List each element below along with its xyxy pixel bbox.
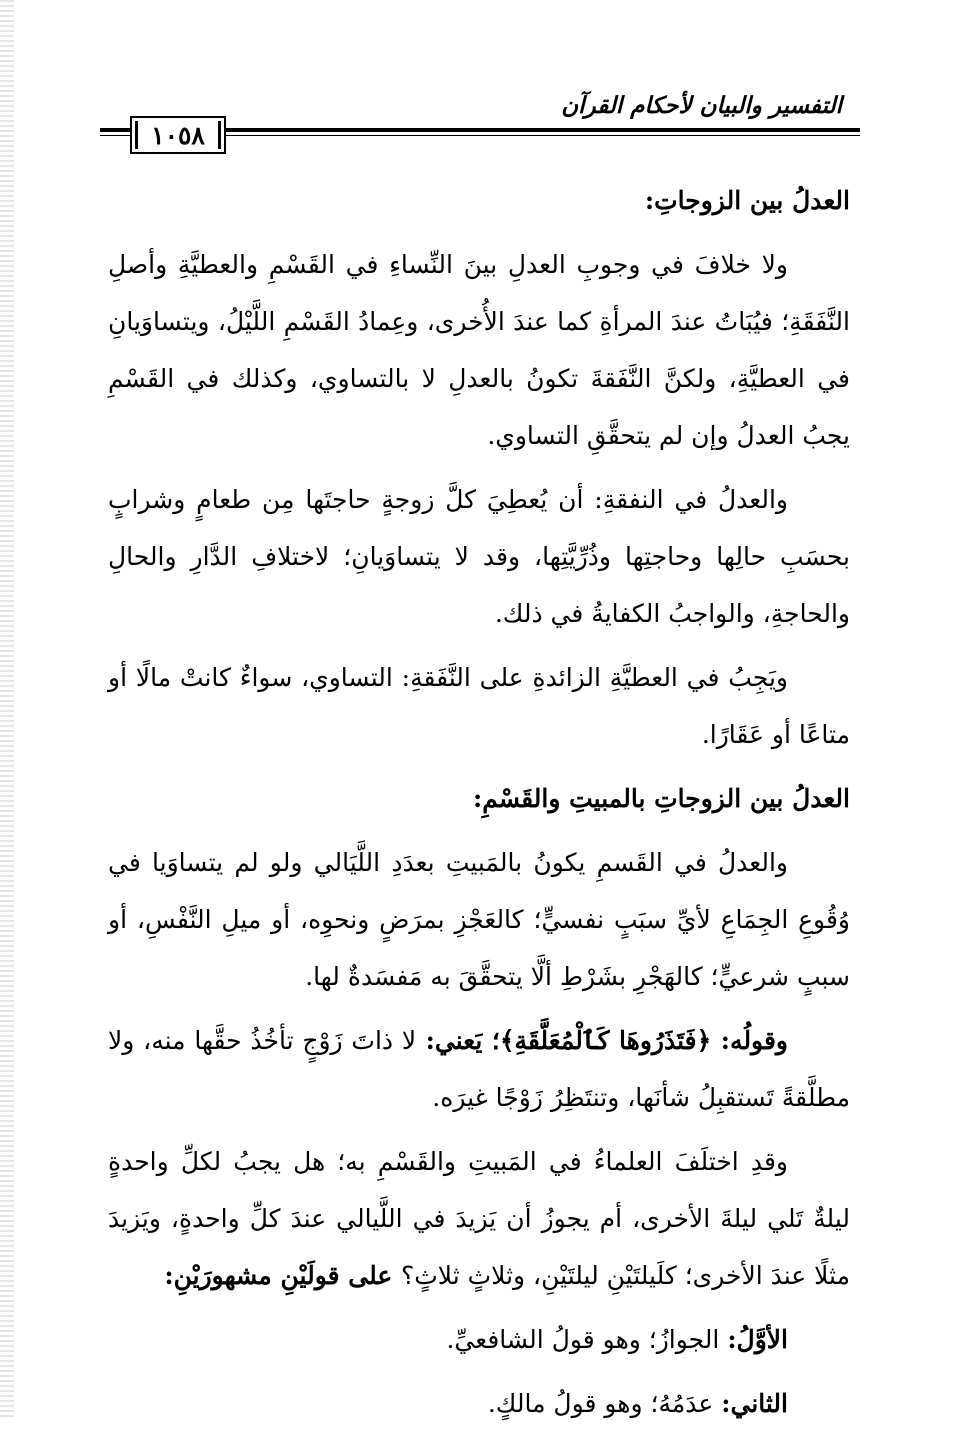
paragraph-justice-in-spending: والعدلُ في النفقةِ: أن يُعطِيَ كلَّ زوجةٍ حاجتَها مِن طعامٍ وشرابٍ بحسَبِ حالِها وحاجتِها وذُرِّيَّتِها، وقد لا يتساوَيانِ؛ لاختلافِ الدَّارِ والحالِ والحاجةِ، والواجبُ الكفايةُ في ذلك. <box>108 485 850 628</box>
verse-lead: وقولُه: <box>711 1026 788 1055</box>
scan-edge-artifact <box>0 0 14 1417</box>
section-heading-justice-between-wives: العدلُ بين الزوجاتِ: <box>644 186 850 215</box>
paragraph-scholars-disagreement <box>108 1133 850 1304</box>
running-title: التفسير والبيان لأحكام القرآن <box>561 92 842 119</box>
paragraph-extra-gifts: ويَجِبُ في العطيَّةِ الزائدةِ على النَّفَقةِ: التساوي، سواءٌ كانتْ مالًا أو متاعًا أو عَقَارًا. <box>108 663 850 749</box>
opinion-second-text: عدَمُهُ؛ وهو قولُ مالكٍ. <box>487 1389 722 1418</box>
page-number: ١٠٥٨ <box>151 120 205 150</box>
two-opinions-label: على قولَيْنِ مشهورَيْنِ: <box>164 1261 401 1290</box>
opinion-first-label: الأوَّلُ: <box>727 1325 788 1354</box>
opinion-first <box>108 1311 850 1368</box>
opinion-first-text: الجوازُ؛ وهو قولُ الشافعيِّ. <box>446 1325 728 1354</box>
disagreement-text: وقدِ اختلَفَ العلماءُ في المَبيتِ والقَسْمِ به؛ هل يجبُ لكلِّ واحدةٍ ليلةٌ تَلي ليلةَ الأخرى، أم يجوزُ أن يَزيدَ في اللَّيالي عندَ كلِّ واحدةٍ، ويَزيدَ مثلًا عندَ الأخرى؛ كلَيلتَيْنِ ليلتَيْنِ، وثلاثٍ ثلاثٍ؟ <box>108 1147 850 1290</box>
page-number-box <box>130 116 226 154</box>
page-header <box>100 88 860 163</box>
page-body <box>108 172 850 1439</box>
verse-explanation: لا ذاتَ زَوْجٍ تأخُذُ حقَّها منه، ولا مطلَّقةً تَستقبِلُ شأنَها، وتنتَظِرُ زَوْجًا غيرَه. <box>108 1026 850 1112</box>
opinion-second <box>108 1375 850 1432</box>
paragraph-verse-commentary <box>108 1012 850 1126</box>
meaning-marker: ؛ يَعني: <box>416 1026 500 1055</box>
paragraph-justice-obligation: ولا خلافَ في وجوبِ العدلِ بينَ النِّساءِ في القَسْمِ والعطيَّةِ وأصلِ النَّفَقَةِ؛ فيُبَاتُ عندَ المرأةِ كما عندَ الأُخرى، وعِمادُ القَسْمِ اللَّيْلُ، ويتساوَيانِ في العطيَّةِ، ولكنَّ النَّفَقةَ تكونُ بالعدلِ لا بالتساوي، وكذلك في القَسْمِ يجبُ العدلُ وإن لم يتحقَّقِ التساوي. <box>108 250 851 450</box>
paragraph-division-by-nights: والعدلُ في القَسمِ يكونُ بالمَبيتِ بعدَدِ اللَّيَالي ولو لم يتساوَيا في وُقُوعِ الجِمَاعِ لأيِّ سبَبٍ نفسيٍّ؛ كالعَجْزِ بمرَضٍ ونحوِه، أو ميلِ النَّفْسِ، أو سببٍ شرعيٍّ؛ كالهَجْرِ بشَرْطِ ألَّا يتحقَّقَ به مَفسَدةٌ لها. <box>108 848 850 991</box>
section-heading-overnight-division: العدلُ بين الزوجاتِ بالمبيتِ والقَسْمِ: <box>472 784 850 813</box>
quran-quote: ﴿فَتَذَرُوهَا كَٱلْمُعَلَّقَةِ﴾ <box>499 1026 712 1055</box>
opinion-second-label: الثاني: <box>721 1389 788 1418</box>
